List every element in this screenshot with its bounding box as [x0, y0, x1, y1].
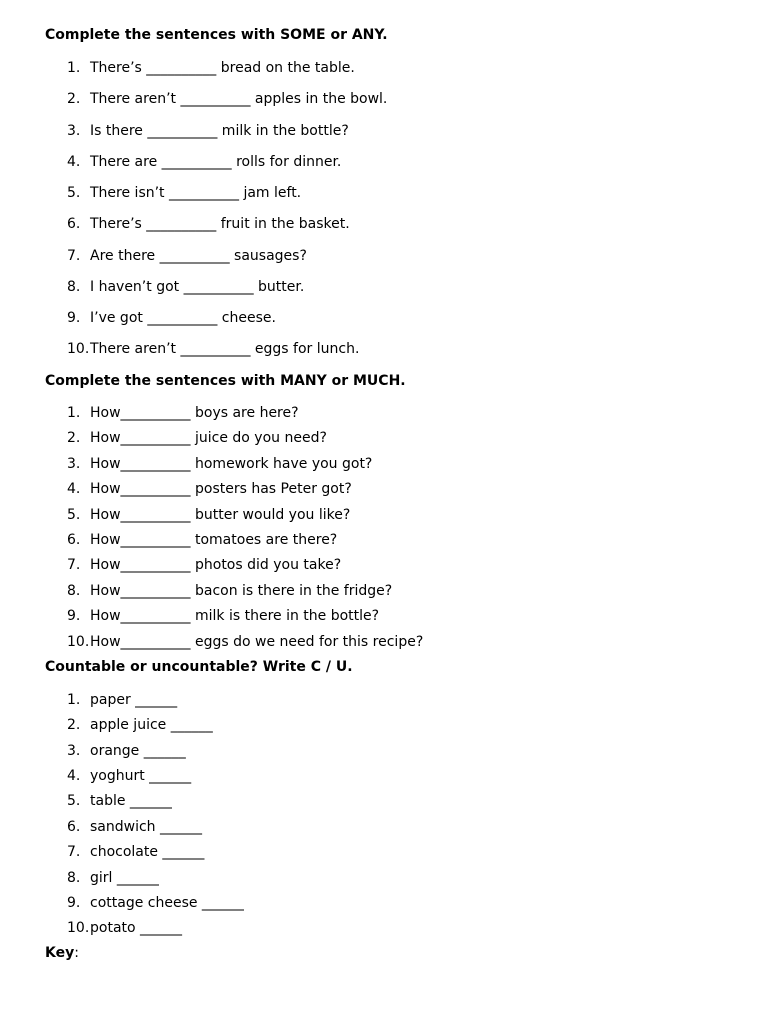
item-number: 6. — [67, 532, 81, 548]
list-item — [67, 717, 213, 733]
item-number: 10. — [67, 920, 90, 936]
item-text: potato ______ — [90, 920, 183, 936]
item-number: 9. — [67, 310, 81, 326]
item-text: sandwich ______ — [90, 819, 202, 835]
item-number: 3. — [67, 456, 81, 472]
list-item — [67, 844, 204, 860]
item-number: 9. — [67, 895, 81, 911]
list-item — [67, 532, 337, 548]
item-text: How__________ juice do you need? — [90, 430, 327, 446]
item-text: How__________ tomatoes are there? — [90, 532, 338, 548]
item-text: How__________ boys are here? — [90, 405, 299, 421]
list-item — [67, 895, 244, 911]
item-number: 3. — [67, 743, 81, 759]
list-item — [67, 279, 304, 295]
item-text: There aren’t __________ apples in the bowl. — [90, 91, 388, 107]
item-text: cottage cheese ______ — [90, 895, 244, 911]
list-item — [67, 870, 159, 886]
item-text: I’ve got __________ cheese. — [90, 310, 276, 326]
answer-key-colon: : — [74, 945, 79, 961]
list-item — [67, 216, 350, 232]
list-item — [67, 310, 276, 326]
item-text: orange ______ — [90, 743, 186, 759]
list-item — [67, 557, 341, 573]
item-number: 4. — [67, 481, 81, 497]
list-item — [67, 405, 299, 421]
list-item — [67, 692, 177, 708]
item-number: 4. — [67, 154, 81, 170]
item-number: 6. — [67, 216, 81, 232]
item-number: 1. — [67, 60, 81, 76]
list-item — [67, 248, 307, 264]
item-text: Are there __________ sausages? — [90, 248, 307, 264]
list-item — [67, 634, 423, 650]
section-heading-many-much: Complete the sentences with MANY or MUCH. — [45, 373, 406, 389]
list-item — [67, 768, 191, 784]
item-number: 1. — [67, 692, 81, 708]
list-item — [67, 743, 186, 759]
item-number: 7. — [67, 248, 81, 264]
list-item — [67, 608, 379, 624]
item-number: 10. — [67, 341, 90, 357]
list-item — [67, 456, 372, 472]
list-item — [67, 123, 349, 139]
item-number: 8. — [67, 583, 81, 599]
answer-key-label: Key — [45, 945, 75, 961]
item-number: 4. — [67, 768, 81, 784]
section-heading-countable: Countable or uncountable? Write C / U. — [45, 659, 353, 675]
item-number: 5. — [67, 185, 81, 201]
item-number: 9. — [67, 608, 81, 624]
item-text: There’s __________ bread on the table. — [90, 60, 355, 76]
list-item — [67, 154, 341, 170]
list-item — [67, 91, 387, 107]
list-item — [67, 507, 350, 523]
item-number: 2. — [67, 717, 81, 733]
list-item — [67, 341, 359, 357]
item-text: apple juice ______ — [90, 717, 213, 733]
list-item — [67, 793, 172, 809]
list-item — [67, 185, 301, 201]
item-number: 8. — [67, 279, 81, 295]
item-number: 2. — [67, 91, 81, 107]
item-number: 8. — [67, 870, 81, 886]
item-text: How__________ photos did you take? — [90, 557, 342, 573]
item-text: How__________ bacon is there in the fridge? — [90, 583, 393, 599]
item-text: table ______ — [90, 793, 172, 809]
item-text: How__________ milk is there in the bottle? — [90, 608, 380, 624]
item-text: paper ______ — [90, 692, 178, 708]
answer-key — [45, 945, 79, 961]
item-text: How__________ butter would you like? — [90, 507, 351, 523]
item-number: 10. — [67, 634, 90, 650]
list-item — [67, 430, 327, 446]
item-text: I haven’t got __________ butter. — [90, 279, 305, 295]
item-text: How__________ posters has Peter got? — [90, 481, 352, 497]
item-number: 2. — [67, 430, 81, 446]
item-number: 3. — [67, 123, 81, 139]
item-number: 1. — [67, 405, 81, 421]
item-text: How__________ eggs do we need for this recipe? — [90, 634, 424, 650]
item-number: 5. — [67, 793, 81, 809]
item-text: girl ______ — [90, 870, 159, 886]
list-item — [67, 920, 182, 936]
item-text: yoghurt ______ — [90, 768, 192, 784]
list-item — [67, 481, 352, 497]
list-item — [67, 60, 355, 76]
item-text: There aren’t __________ eggs for lunch. — [90, 341, 360, 357]
item-number: 7. — [67, 844, 81, 860]
item-number: 6. — [67, 819, 81, 835]
list-item — [67, 583, 392, 599]
item-number: 5. — [67, 507, 81, 523]
item-text: chocolate ______ — [90, 844, 205, 860]
item-text: There isn’t __________ jam left. — [90, 185, 302, 201]
item-number: 7. — [67, 557, 81, 573]
item-text: How__________ homework have you got? — [90, 456, 373, 472]
section-heading-some-any: Complete the sentences with SOME or ANY. — [45, 27, 388, 43]
item-text: Is there __________ milk in the bottle? — [90, 123, 349, 139]
list-item — [67, 819, 202, 835]
item-text: There’s __________ fruit in the basket. — [90, 216, 350, 232]
item-text: There are __________ rolls for dinner. — [90, 154, 342, 170]
